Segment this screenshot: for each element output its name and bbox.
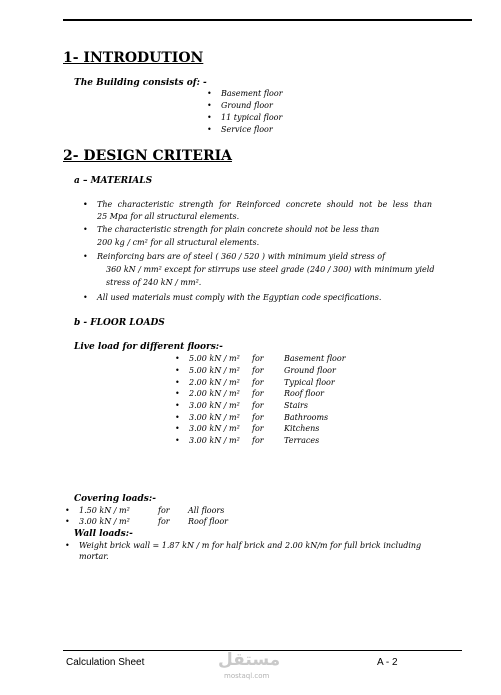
floor-item: • Basement floor (221, 89, 283, 98)
material-item-2-line-2: 200 kg / cm² for all structural elements. (97, 238, 260, 247)
page-number: A - 2 (377, 657, 398, 668)
bullet-icon: • (65, 541, 70, 550)
material-item-3-line-2: 360 kN / mm² except for stirrups use steel grade (240 / 300) with minimum yield (106, 265, 435, 274)
material-item-4: All used materials must comply with the Egyptian code specifications. (97, 293, 382, 302)
covering-loads-heading: Covering loads:- (74, 494, 156, 504)
material-item-2-line-1: The characteristic strength for plain concrete should not be less than (97, 225, 380, 234)
wall-load-line-1: Weight brick wall = 1.87 kN / m for half brick and 2.00 kN/m for full brick including (79, 541, 422, 550)
consists-label: The Building consists of: - (74, 78, 207, 88)
floor-loads-heading: b - FLOOR LOADS (74, 318, 165, 328)
bullet-icon: • (83, 252, 88, 261)
floor-item: • 11 typical floor (221, 113, 282, 122)
material-item-1-line-2: 25 Mpa for all structural elements. (97, 212, 240, 221)
introduction-heading: 1- INTRODUTION (63, 50, 204, 66)
design-criteria-heading: 2- DESIGN CRITERIA (63, 148, 232, 164)
footer-title: Calculation Sheet (66, 657, 145, 668)
material-item-3-line-1: Reinforcing bars are of steel ( 360 / 520 ) with minimum yield stress of (97, 252, 386, 261)
floor-item: • Service floor (221, 125, 273, 134)
wall-loads-heading: Wall loads:- (74, 529, 133, 539)
live-load-heading: Live load for different floors:- (74, 342, 223, 352)
material-item-3-line-3: stress of 240 kN / mm². (106, 278, 202, 287)
bullet-icon: • (83, 200, 88, 209)
watermark-url: mostaql.com (224, 672, 270, 680)
wall-load-line-2: mortar. (79, 552, 109, 561)
bullet-icon: • (83, 293, 88, 302)
material-item-1-line-1: The characteristic strength for Reinforced concrete should not be less than (97, 200, 432, 209)
bullet-icon: • (83, 225, 88, 234)
materials-heading: a – MATERIALS (74, 176, 153, 186)
top-rule (63, 19, 472, 21)
watermark-logo: مستقل (218, 650, 281, 670)
floor-item: • Ground floor (221, 101, 273, 110)
